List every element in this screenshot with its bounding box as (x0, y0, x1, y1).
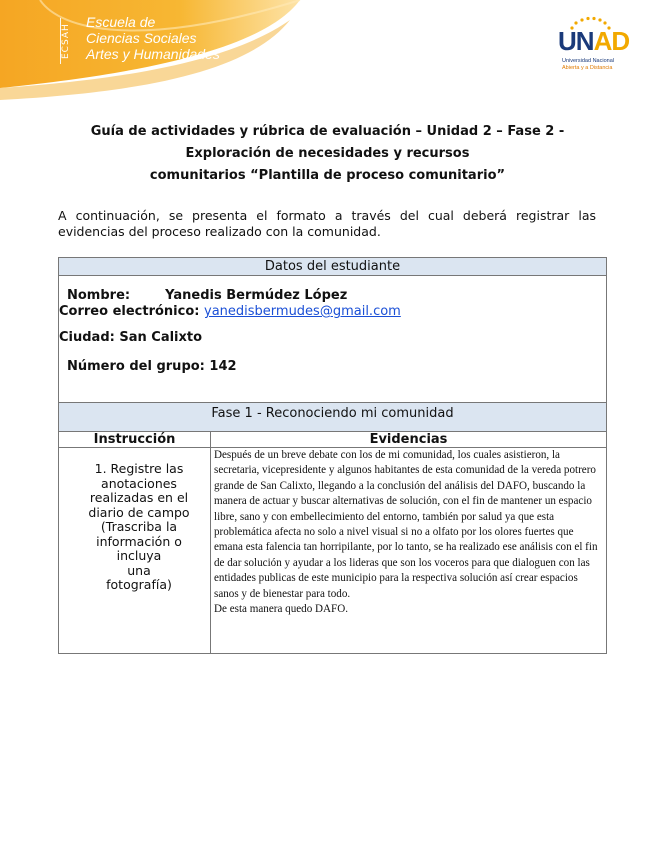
instruction-line: incluya (116, 548, 162, 563)
table-header-row (59, 432, 606, 448)
instruction-line: diario de campo (88, 504, 190, 520)
instruction-line: información o (96, 533, 182, 549)
school-line-3: Artes y Humanidades (86, 46, 220, 62)
logo-letter-n: N (575, 26, 594, 56)
evidence-paragraph: Después de un breve debate con los de mi comunidad, los cuales asistieron, la secretaria, vicepresidente y algunos habitantes de esta comunidad de la vereda potrero grande de San Calixto, llegando a la conclusión del análisis del DAFO, buscando la manera de actuar y buscar alternativas de solución, con el fin de mantener un espacio libre, sano y con embellecimiento del entorno, también por salud ya que esta problemática afecta no solo a nivel visual si no a olfato por los olores fuertes que emana esta falencia tan horripilante, por lo tanto, se ha realizado ese análisis con el fin de dar solución y ayudar a los lideras que son los voceros para que dialoguen con las entidades publicas de este municipio para la respectiva solución así crear espacios sanos y de bienestar para todo. (214, 449, 598, 600)
logo-distance-line: Abierta y a Distancia (562, 65, 613, 71)
unad-logo (558, 14, 638, 76)
student-email-row (59, 304, 401, 319)
school-line-2: Ciencias Sociales (86, 30, 197, 46)
student-city: Ciudad: San Calixto (59, 330, 203, 345)
student-section-header: Datos del estudiante (59, 258, 606, 276)
column-divider (210, 432, 211, 653)
logo-university-line: Universidad Nacional (562, 58, 614, 64)
logo-letter-u: U (558, 26, 576, 56)
instruction-line: realizadas en el (89, 490, 189, 505)
instruction-cell (79, 462, 199, 593)
logo-mark (558, 26, 629, 57)
instruction-line: anotaciones (101, 475, 177, 491)
school-name (86, 14, 220, 62)
title-line-3: comunitarios “Plantilla de proceso comunitario” (149, 168, 506, 183)
column-header-evidencias: Evidencias (369, 432, 448, 447)
column-header-instruccion: Instrucción (93, 432, 176, 447)
school-line-1: Escuela de (86, 14, 156, 30)
title-line-1: Guía de actividades y rúbrica de evaluación – Unidad 2 – Fase 2 - (90, 124, 565, 139)
intro-paragraph: A continuación, se presenta el formato a través del cual deberá registrar las evidencias del proceso realizado con la comunidad. (58, 208, 596, 239)
document-title (40, 121, 615, 187)
ecsah-label: ECSAH (60, 18, 79, 64)
logo-letters-ad: AD (593, 26, 630, 56)
instruction-line: fotografía) (106, 577, 172, 592)
instruction-line: 1. Registre las (94, 461, 184, 476)
phase-section-header: Fase 1 - Reconociendo mi comunidad (59, 402, 606, 432)
evidence-paragraph: De esta manera quedo DAFO. (214, 603, 349, 616)
email-label: Correo electrónico: (59, 304, 200, 319)
name-label: Nombre: (67, 288, 131, 303)
header-banner (0, 0, 655, 100)
instruction-line: una (127, 562, 151, 578)
evidence-cell (214, 448, 604, 617)
email-link[interactable]: yanedisbermudes@gmail.com (204, 304, 401, 319)
instruction-line: (Trascriba la (100, 519, 178, 534)
title-line-2: Exploración de necesidades y recursos (185, 146, 470, 161)
name-value: Yanedis Bermúdez López (165, 288, 348, 303)
student-name-row (67, 288, 347, 303)
student-group: Número del grupo: 142 (67, 359, 237, 374)
student-form-table (58, 257, 607, 654)
